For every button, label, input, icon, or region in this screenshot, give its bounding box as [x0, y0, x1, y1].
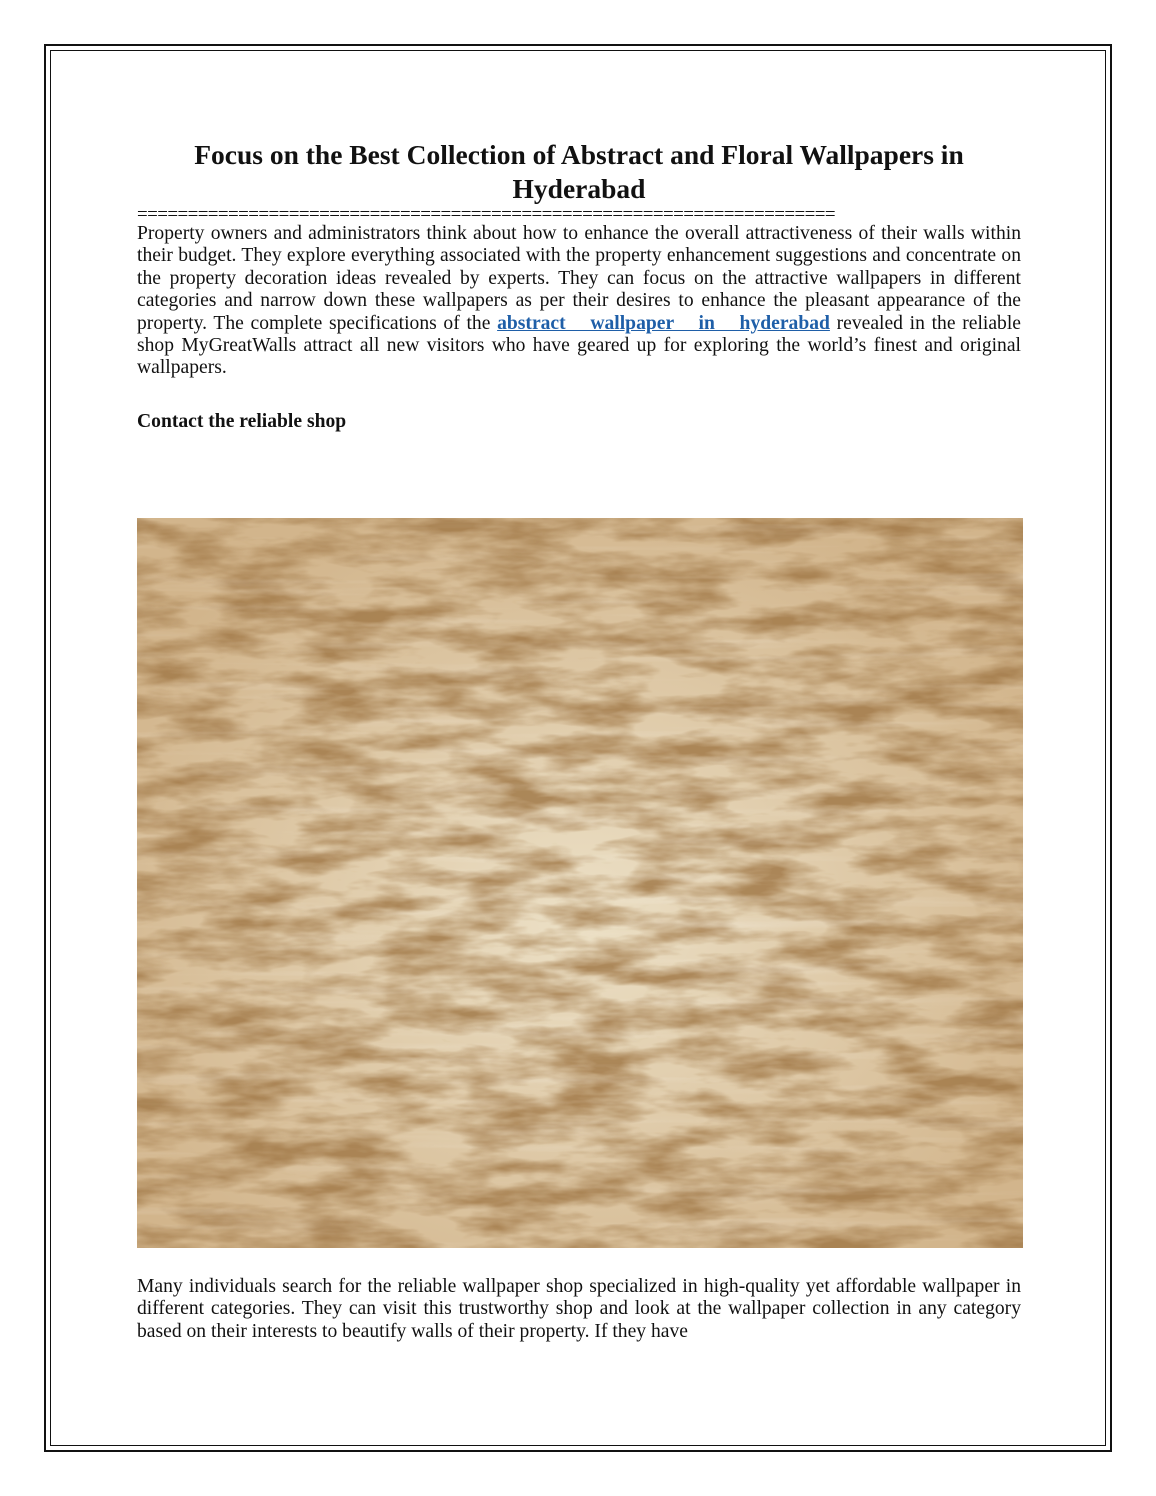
document-title: Focus on the Best Collection of Abstract and Floral Wallpapers in Hyderabad	[194, 139, 964, 204]
intro-text-end: revealed in the reliable shop MyGreatWalls attract all new visitors who have geared up for exploring the world’s finest and original wallpapers.	[137, 312, 1021, 379]
wallpaper-image	[137, 518, 1023, 1248]
intro-text-start: Property owners and administrators think about how to enhance the overall attractiveness of their walls within their budget. They explore everything associated with the property enhancement suggestions and concentrate on the property decoration ideas revealed by experts. They can focus on the attractive wallpapers in different categories and narrow down these wallpapers as per their desires to enhance the pleasant appearance of the property. The complete specifications of the	[137, 223, 1021, 334]
fur-texture-image	[137, 518, 1023, 1248]
body-paragraph: Many individuals search for the reliable wallpaper shop specialized in high-quality yet affordable wallpaper in different categories. They can visit this trustworthy shop and look at the wallpaper collection in any category based on their interests to beautify walls of their property. If they have	[137, 1276, 1021, 1342]
abstract-wallpaper-link[interactable]: abstract wallpaper in hyderabad	[497, 312, 830, 334]
section-heading: Contact the reliable shop	[137, 410, 347, 432]
document-content	[137, 138, 1021, 434]
title-separator: =====================================================================	[137, 207, 835, 223]
intro-paragraph	[137, 223, 1021, 380]
